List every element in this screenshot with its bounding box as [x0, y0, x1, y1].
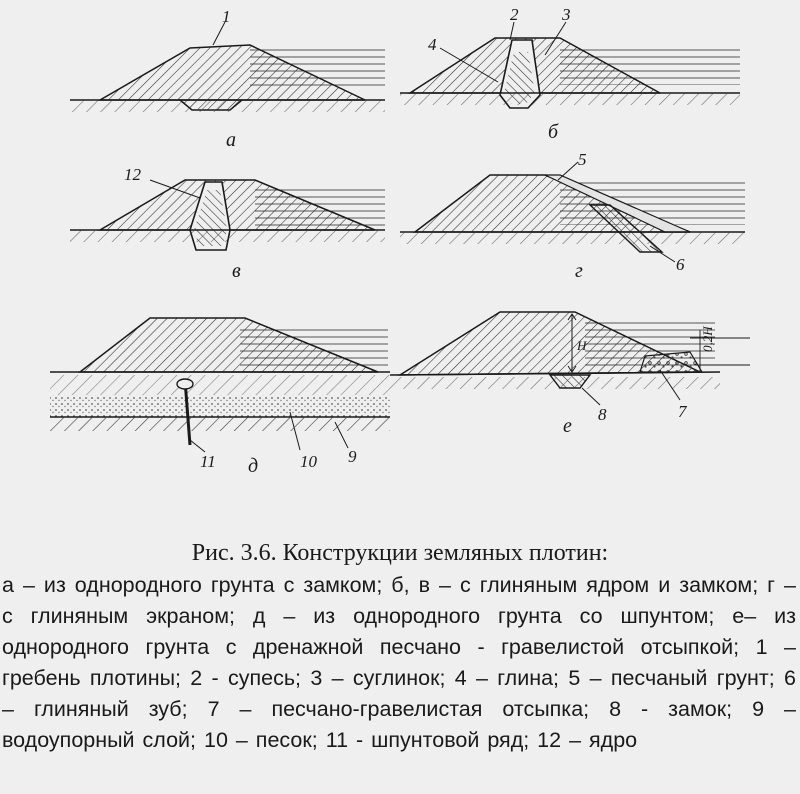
label-1: 1: [222, 7, 231, 26]
label-5: 5: [578, 150, 587, 169]
label-6: 6: [676, 255, 685, 274]
panel-a: [70, 7, 385, 151]
panel-label-e: е: [563, 415, 572, 437]
panel-label-v: в: [232, 260, 241, 282]
dim-0-2h: 0,2H: [700, 326, 715, 352]
panel-d: [50, 318, 390, 477]
label-3: 3: [562, 5, 571, 24]
figure-caption: [0, 538, 800, 756]
label-9: 9: [348, 447, 357, 466]
panel-v: [70, 165, 385, 282]
label-4: 4: [428, 35, 437, 54]
panel-b: [400, 5, 740, 143]
panel-label-d: д: [248, 455, 259, 477]
caption-title: Рис. 3.6. Конструкции земляных плотин:: [191, 540, 609, 566]
panel-label-g: г: [575, 260, 583, 282]
label-12: 12: [124, 165, 141, 184]
label-2: 2: [510, 5, 519, 24]
label-7: 7: [678, 402, 687, 421]
label-10: 10: [300, 452, 317, 471]
panel-g: [400, 150, 745, 282]
panel-label-a: а: [226, 129, 236, 151]
panel-label-b: б: [548, 121, 559, 143]
label-11: 11: [200, 452, 216, 471]
label-8: 8: [598, 405, 607, 424]
panel-e: [390, 312, 750, 437]
caption-body: а – из однородного грунта с замком; б, в – с глиняным ядром и замком; г – с глиняным экраном; д – из однородного грунта со шпунтом; е– из однородного грунта с дренажной песчано - гравелистой отсыпкой; 1 – гребень плотины; 2 - супесь; 3 – суглинок; 4 – глина; 5 – песчаный грунт; 6 – глиняный зуб; 7 – песчано-гравелистая отсыпка; 8 - замок; 9 – водоупорный слой; 10 – песок; 11 - шпунтовой ряд; 12 – ядро: [2, 573, 796, 752]
dim-h: H: [577, 338, 587, 353]
sand-layer: [50, 395, 390, 417]
